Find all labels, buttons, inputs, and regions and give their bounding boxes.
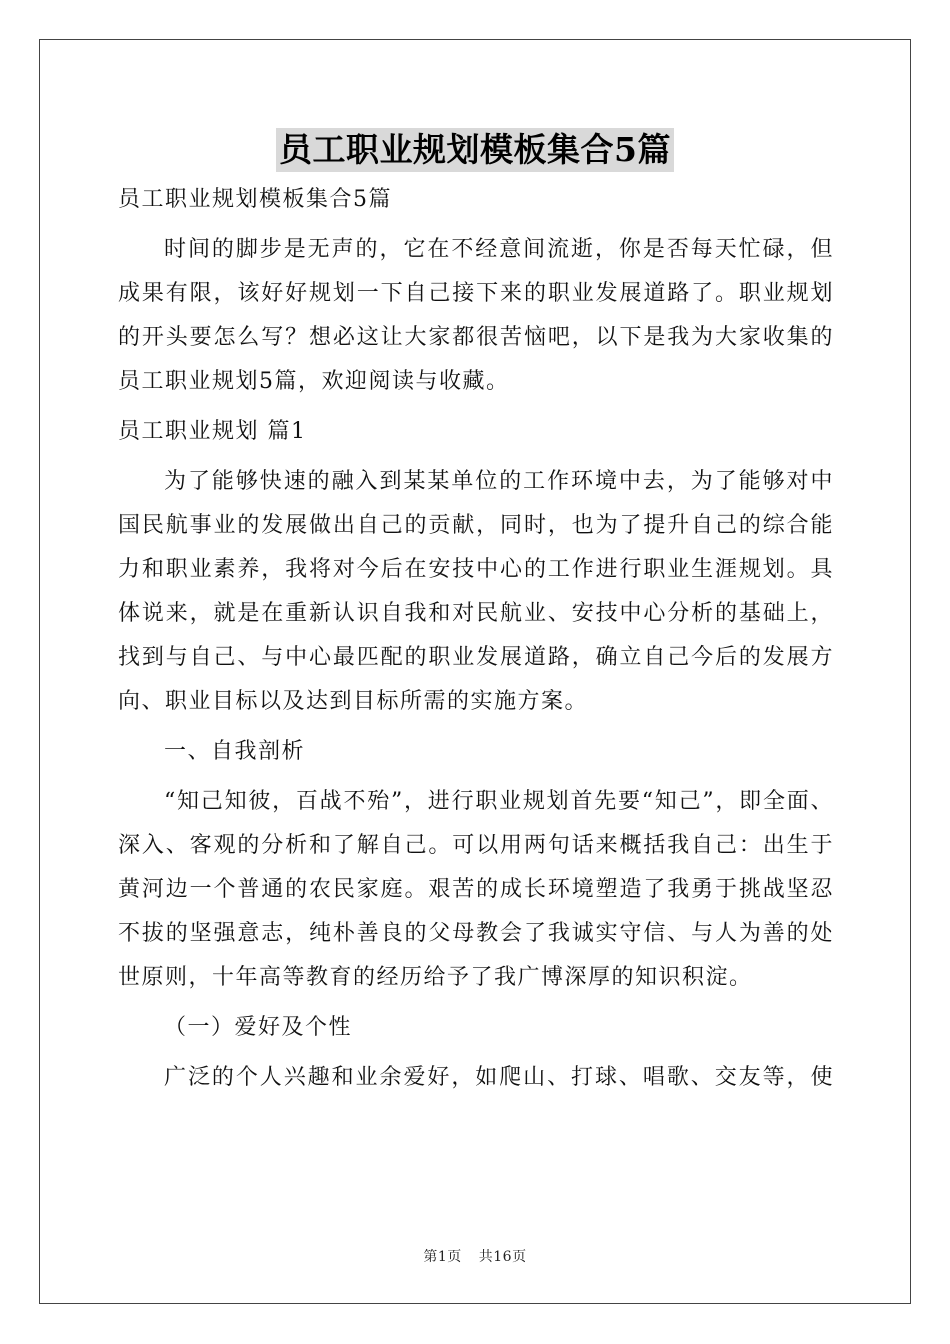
subtitle-paragraph: 员工职业规划模板集合5篇 [118,187,392,212]
section-heading: 员工职业规划 篇1 [118,419,307,444]
page-number: 第1页 [423,1249,462,1265]
document-title: 员工职业规划模板集合5篇 [276,128,674,172]
body-paragraph: 为了能够快速的融入到某某单位的工作环境中去，为了能够对中国民航事业的发展做出自己的贡献，同时，也为了提升自己的综合能力和职业素养，我将对今后在安技中心的工作进行职业生涯规划。具体说来，就是在重新认识自我和对民航业、安技中心分析的基础上，找到与自己、与中心最匹配的职业发展道路，确立自己今后的发展方向、职业目标以及达到目标所需的实施方案。 [118,469,834,714]
page-footer [0,1246,950,1266]
intro-paragraph: 时间的脚步是无声的，它在不经意间流逝，你是否每天忙碌，但成果有限，该好好规划一下自己接下来的职业发展道路了。职业规划的开头要怎么写？想必这让大家都很苦恼吧，以下是我为大家收集的员工职业规划5篇，欢迎阅读与收藏。 [118,237,834,394]
body-paragraph: “知己知彼，百战不殆”，进行职业规划首先要“知己”，即全面、深入、客观的分析和了解自己。可以用两句话来概括我自己：出生于黄河边一个普通的农民家庭。艰苦的成长环境塑造了我勇于挑战坚忍不拔的坚强意志，纯朴善良的父母教会了我诚实守信、与人为善的处世原则，十年高等教育的经历给予了我广博深厚的知识积淀。 [118,789,834,990]
body-paragraph: 广泛的个人兴趣和业余爱好，如爬山、打球、唱歌、交友等，使 [164,1065,834,1090]
subsection-heading: （一）爱好及个性 [164,1015,353,1040]
title-wrap [0,128,950,172]
subsection-heading: 一、自我剖析 [164,739,306,764]
page-total: 共16页 [478,1249,527,1265]
document-body [118,178,834,1106]
